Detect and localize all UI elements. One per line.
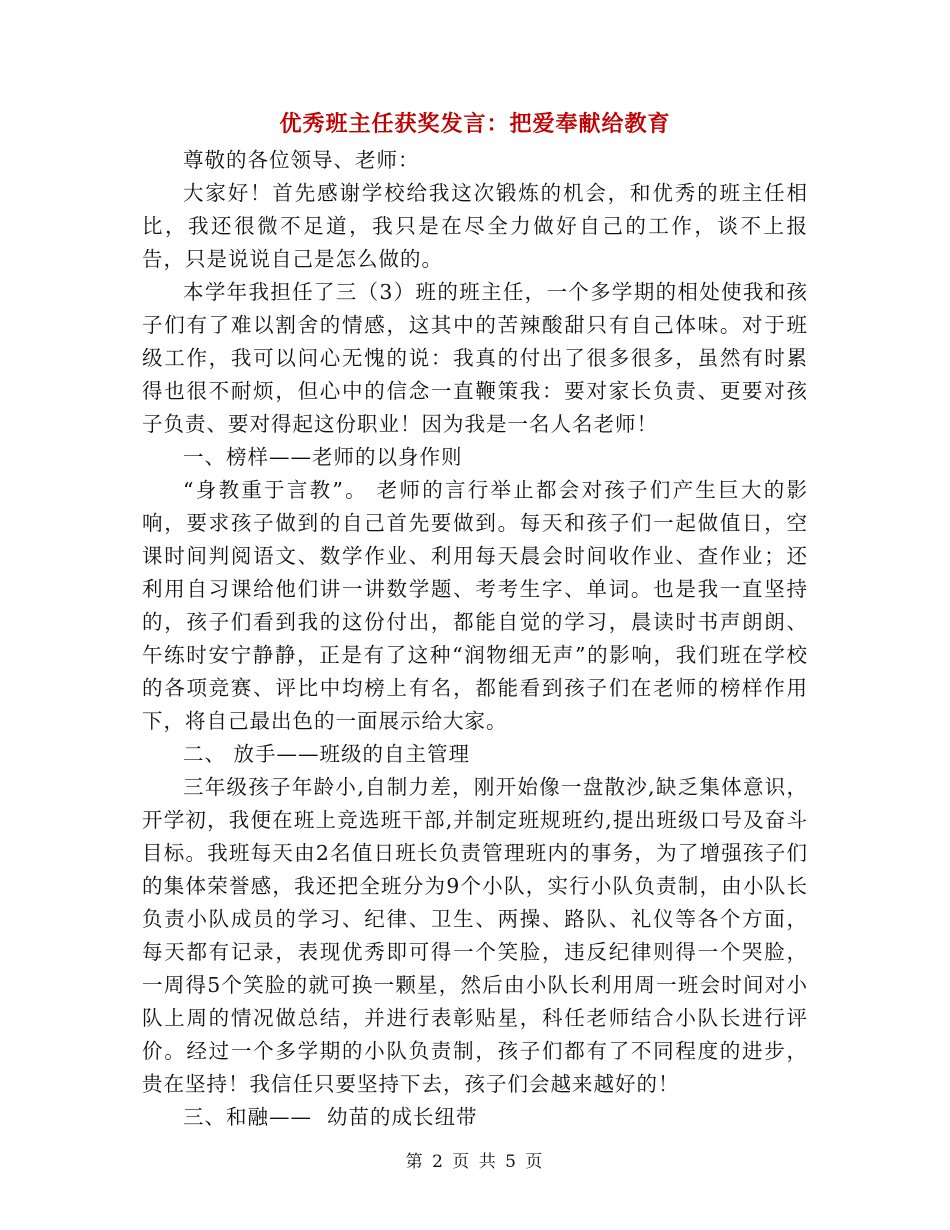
section-2-paragraph: 三年级孩子年龄小,自制力差，刚开始像一盘散沙,缺乏集体意识，开学初，我便在班上竞选班干部,并制定班规班约,提出班级口号及奋斗目标。我班每天由2名值日班长负责管理班内的事务，为了增强孩子们的集体荣誉感，我还把全班分为9个小队，实行小队负责制，由小队长负责小队成员的学习、纪律、卫生、两操、路队、礼仪等各个方面，每天都有记录，表现优秀即可得一个笑脸，违反纪律则得一个哭脸，一周得5个笑脸的就可换一颗星，然后由小队长利用周一班会时间对小队上周的情况做总结，并进行表彰贴星，科任老师结合小队长进行评价。经过一个多学期的小队负责制，孩子们都有了不同程度的进步，贵在坚持！我信任只要坚持下去，孩子们会越来越好的！: [142, 775, 808, 1096]
section-heading-1: 一、榜样——老师的以身作则: [183, 445, 463, 469]
document-body: [142, 144, 808, 1134]
section-heading-3: 三、和融—— 幼苗的成长纽带: [183, 1105, 478, 1129]
intro-paragraph: 本学年我担任了三（3）班的班主任，一个多学期的相处使我和孩子们有了难以割舍的情感，这其中的苦辣酸甜只有自己体味。对于班级工作，我可以问心无愧的说：我真的付出了很多很多，虽然有时累得也很不耐烦，但心中的信念一直鞭策我：要对家长负责、更要对孩子负责、要对得起这份职业！因为我是一名人名老师！: [142, 280, 808, 436]
greeting-paragraph: 大家好！首先感谢学校给我这次锻炼的机会，和优秀的班主任相比，我还很微不足道，我只是在尽全力做好自己的工作，谈不上报告，只是说说自己是怎么做的。: [142, 181, 808, 271]
salutation-paragraph: 尊敬的各位领导、老师：: [183, 148, 420, 172]
document-title: 优秀班主任获奖发言：把爱奉献给教育: [279, 112, 671, 137]
section-1-paragraph: “身教重于言教”。 老师的言行举止都会对孩子们产生巨大的影响，要求孩子做到的自己首先要做到。每天和孩子们一起做值日，空课时间判阅语文、数学作业、利用每天晨会时间收作业、查作业；还利用自习课给他们讲一讲数学题、考考生字、单词。也是我一直坚持的，孩子们看到我的这份付出，都能自觉的学习，晨读时书声朗朗、午练时安宁静静，正是有了这种“润物细无声”的影响，我们班在学校的各项竞赛、评比中均榜上有名，都能看到孩子们在老师的榜样作用下，将自己最出色的一面展示给大家。: [142, 478, 808, 733]
page-number-footer: 第 2 页 共 5 页: [405, 1152, 545, 1172]
section-heading-2: 二、 放手——班级的自主管理: [183, 742, 471, 766]
